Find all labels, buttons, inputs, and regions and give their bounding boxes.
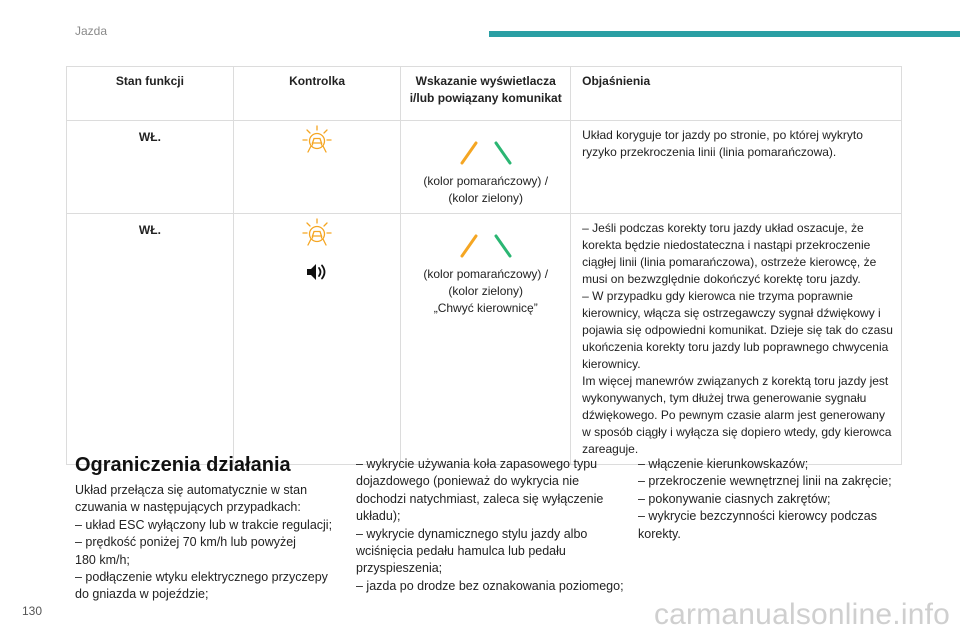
explanation-line: – Jeśli podczas korekty toru jazdy układ oszacuje, że (582, 221, 864, 235)
limits-text-line: korekty. (638, 526, 681, 541)
explanation-line: wykonywanych, tym dłużej trwa generowanie sygnału (582, 391, 867, 405)
display-message: „Chwyć kierownicę” (433, 301, 538, 315)
display-text-line: (kolor zielony) (448, 284, 524, 298)
limits-text-line: dojazdowego (ponieważ do wykrycia nie (356, 474, 580, 489)
control-cell (233, 121, 400, 214)
limits-text-line: wciśnięcia pedału hamulca lub pedału (356, 544, 566, 559)
limits-text-line: – jazda po drodze bez oznakowania poziomego; (356, 578, 624, 593)
state-cell: WŁ. (67, 121, 234, 214)
explanation-line: Układ koryguje tor jazdy po stronie, po której wykryto (582, 128, 863, 142)
explanation-line: Im więcej manewrów związanych z korektą toru jazdy jest (582, 374, 889, 388)
limits-text-line: czuwania w następujących przypadkach: (75, 500, 301, 515)
state-cell: WŁ. (67, 214, 234, 465)
limits-text-line: – wykrycie dynamicznego stylu jazdy albo (356, 526, 588, 541)
limits-text-line: – pokonywanie ciasnych zakrętów; (638, 491, 831, 506)
limits-text-line: – wykrycie używania koła zapasowego typu (356, 457, 598, 471)
explanation-cell (571, 121, 902, 214)
explanation-line: musi on bezwzględnie dokończyć korektę toru jazdy. (582, 272, 861, 286)
watermark: carmanualsonline.info (653, 598, 950, 631)
lane-keep-warning-icon (302, 125, 332, 155)
limits-text-line: – przekroczenie wewnętrznej linii na zakręcie; (638, 474, 892, 489)
table-header-row (67, 67, 902, 121)
function-state-table (66, 66, 902, 465)
limits-text-line: 180 km/h; (75, 552, 130, 567)
limits-text-line: – włączenie kierunkowskazów; (638, 457, 809, 471)
limits-title: Ograniczenia działania (75, 454, 291, 476)
table-row (67, 214, 902, 465)
explanation-line: pojawia się odpowiedni komunikat. Dzieje się tak do czasu (582, 323, 893, 337)
limits-text-line: do gniazda w pojeździe; (75, 587, 209, 602)
limits-column-3 (638, 456, 898, 543)
table-row (67, 121, 902, 214)
limits-text-line: – układ ESC wyłączony lub w trakcie regulacji; (75, 517, 333, 532)
explanation-line: ciągłej linii (linia pomarańczowa), ostrzeże kierowcę, że (582, 255, 877, 269)
header-explanation: Objaśnienia (571, 67, 902, 121)
limits-text-line: przyspieszenia; (356, 561, 443, 576)
lane-lines-icon (456, 137, 516, 167)
page-number: 130 (22, 604, 43, 618)
explanation-line: ryzyko przekroczenia linii (linia pomarańczowa). (582, 145, 837, 159)
header-control: Kontrolka (233, 67, 400, 121)
limits-text-line: – prędkość poniżej 70 km/h lub powyżej (75, 535, 296, 550)
limits-text-line: – wykrycie bezczynności kierowcy podczas (638, 509, 877, 524)
lane-keep-warning-icon (302, 218, 332, 248)
limits-text-line: – podłączenie wtyku elektrycznego przyczepy (75, 570, 328, 585)
speaker-icon (305, 262, 329, 282)
display-cell (401, 121, 571, 214)
explanation-line: kierownicy. (582, 357, 641, 371)
limits-text-line: układu); (356, 509, 401, 524)
limits-column-2 (356, 456, 624, 595)
explanation-line: w sposób ciągły i wyłącza się dopiero wtedy, gdy kierowca (582, 425, 892, 439)
explanation-line: zareaguje. (582, 442, 639, 456)
header-accent-bar (489, 31, 960, 37)
explanation-line: – W przypadku gdy kierowca nie trzyma poprawnie (582, 289, 853, 303)
lane-lines-icon (456, 230, 516, 260)
explanation-line: korekta będzie niedostateczna i nastąpi przekroczenie (582, 238, 871, 252)
limits-text-line: Układ przełącza się automatycznie w stan (75, 483, 308, 497)
explanation-line: ukończenia korekty toru jazdy lub poprawnego chwycenia (582, 340, 889, 354)
explanation-line: kierownicy, włącza się ostrzegawczy sygnał dźwiękowy i (582, 306, 881, 320)
explanation-cell (571, 214, 902, 465)
header-display: Wskazanie wyświetlacza i/lub powiązany komunikat (401, 67, 571, 121)
limits-text-line: dochodzi natychmiast, zaleca się wyłączenie (356, 491, 604, 506)
display-text-line: (kolor pomarańczowy) / (423, 174, 549, 188)
section-label: Jazda (75, 24, 108, 38)
display-text-line: (kolor zielony) (448, 191, 524, 205)
header-state: Stan funkcji (67, 67, 234, 121)
display-text-line: (kolor pomarańczowy) / (423, 267, 549, 281)
explanation-line: dźwiękowego. Po pewnym czasie alarm jest generowany (582, 408, 885, 422)
display-cell (401, 214, 571, 465)
limits-column-1 (75, 452, 335, 604)
control-cell (233, 214, 400, 465)
